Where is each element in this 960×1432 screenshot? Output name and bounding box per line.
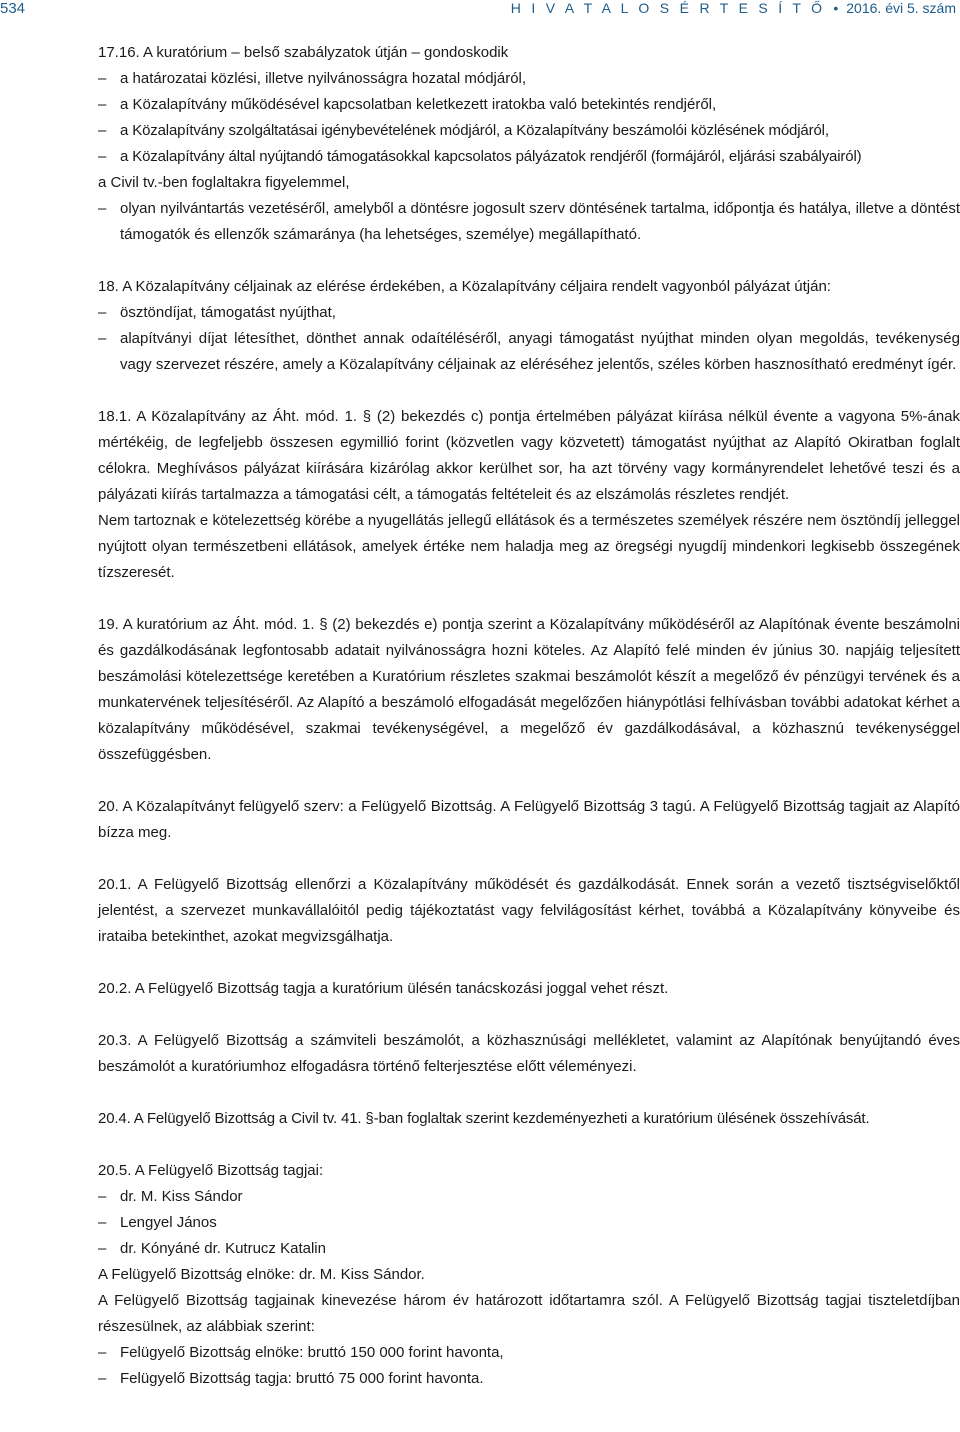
list-item: – a Közalapítvány működésével kapcsolatban keletkezett iratokba való betekintés rendjéről,	[98, 92, 960, 118]
page-header	[0, 0, 960, 26]
document-body	[98, 40, 960, 1392]
section-17-16	[98, 40, 960, 248]
section-paragraph: 20.4. A Felügyelő Bizottság a Civil tv. 41. §-ban foglaltak szerint kezdeményezheti a kuratórium ülésének összehívását.	[98, 1110, 870, 1127]
list-item: – a Közalapítvány szolgáltatásai igénybevételének módjáról, a Közalapítvány beszámolói közlésének módjáról,	[98, 118, 960, 144]
gazette-title: H I V A T A L O S É R T E S Í T Ő	[510, 0, 826, 16]
fee-item: – Felügyelő Bizottság elnöke: bruttó 150 000 forint havonta,	[98, 1340, 960, 1366]
section-intro: 17.16. A kuratórium – belső szabályzatok útján – gondoskodik	[98, 44, 509, 61]
section-20-3	[98, 1028, 960, 1080]
member-item: – Lengyel János	[98, 1210, 960, 1236]
list-item: – a határozatai közlési, illetve nyilvánosságra hozatal módjáról,	[98, 66, 960, 92]
chair-line: A Felügyelő Bizottság elnöke: dr. M. Kiss Sándor.	[98, 1266, 425, 1283]
separator-dot-icon: •	[833, 0, 839, 16]
section-intro: 18. A Közalapítvány céljainak az elérése érdekében, a Közalapítvány céljaira rendelt vagyonból pályázat útján:	[98, 278, 831, 295]
section-18-1	[98, 404, 960, 586]
section-20-1	[98, 872, 960, 950]
section-text: a Civil tv.-ben foglaltakra figyelemmel,	[98, 174, 350, 191]
section-paragraph: 20.1. A Felügyelő Bizottság ellenőrzi a Közalapítvány működését és gazdálkodását. Ennek során a vezető tisztségviselőktől jelentést, a szervezet munkavállalóitól pedig tájékoztatást vagy felvilágosítást kérhet, továbbá a Közalapítvány könyveibe és irataiba betekinthet, azokat megvizsgálhatja.	[98, 876, 960, 945]
section-paragraph: 20. A Közalapítványt felügyelő szerv: a Felügyelő Bizottság. A Felügyelő Bizottság 3 tagú. A Felügyelő Bizottság tagjait az Alapító bízza meg.	[98, 798, 960, 841]
member-item: – dr. Kónyáné dr. Kutrucz Katalin	[98, 1236, 960, 1262]
section-19	[98, 612, 960, 768]
gazette-date: 2016. évi 5. szám	[846, 0, 956, 16]
list-item: – a Közalapítvány által nyújtandó támogatásokkal kapcsolatos pályázatok rendjéről (formájáról, eljárási szabályairól)	[98, 144, 960, 170]
page-number: 534	[0, 0, 26, 17]
term-paragraph: A Felügyelő Bizottság tagjainak kinevezése három év határozott időtartamra szól. A Felügyelő Bizottság tagjai tiszteletdíjban részesülnek, az alábbiak szerint:	[98, 1292, 960, 1335]
section-paragraph: 20.2. A Felügyelő Bizottság tagja a kuratórium ülésén tanácskozási joggal vehet részt.	[98, 980, 669, 997]
section-20-2	[98, 976, 960, 1002]
section-paragraph: Nem tartoznak e kötelezettség körébe a nyugellátás jellegű ellátások és a természetes személyek részére nem ösztöndíj jelleggel nyújtott olyan természetbeni ellátások, amelyek értéke nem haladja meg az öregségi nyugdíj mindenkori legkisebb összegének tízszeresét.	[98, 512, 960, 581]
list-item: – olyan nyilvántartás vezetéséről, amelyből a döntésre jogosult szerv döntésének tartalma, időpontja és hatálya, illetve a döntést támogatók és ellenzők számaránya (ha lehetséges, személye) megállapítható.	[98, 196, 960, 248]
list-item: – ösztöndíjat, támogatást nyújthat,	[98, 300, 960, 326]
list-item: – alapítványi díjat létesíthet, dönthet annak odaítéléséről, anyagi támogatást nyújthat minden olyan megoldás, tevékenység vagy szervezet részére, amely a Közalapítvány céljainak az eléréséhez jelentős, széles körben hasznosítható eredményt ígér.	[98, 326, 960, 378]
section-18	[98, 274, 960, 378]
member-item: – dr. M. Kiss Sándor	[98, 1184, 960, 1210]
section-intro: 20.5. A Felügyelő Bizottság tagjai:	[98, 1162, 324, 1179]
section-20-4	[98, 1106, 960, 1132]
section-paragraph: 19. A kuratórium az Áht. mód. 1. § (2) bekezdés e) pontja szerint a Közalapítvány működéséről az Alapítónak évente beszámolni és gazdálkodásának legfontosabb adatait nyilvánosságra hozni köteles. Az Alapító felé minden év június 30. napjáig teljesített beszámolási kötelezettsége keretében a Kuratórium részletes szakmai beszámolót készít a megelőző év pénzügyi tervének és a munkatervének teljesítéséről. Az Alapító a beszámoló elfogadását megelőzően hiánypótlási felhívásban további adatokat kérhet a közalapítvány működésével, szakmai tevékenységével, a megelőző év gazdálkodásával, a közhasznú tevékenységgel összefüggésben.	[98, 616, 960, 763]
section-paragraph: 18.1. A Közalapítvány az Áht. mód. 1. § (2) bekezdés c) pontja értelmében pályázat kiírása nélkül évente a vagyona 5%-ának mértékéig, de legfeljebb összesen egymillió forint (közvetlen vagy közvetett) támogatást nyújthat az Alapító Okiratban foglalt célokra. Meghívásos pályázat kiírására kizárólag akkor kerülhet sor, ha azt törvény vagy kormányrendelet lehetővé teszi és a pályázati kiírás tartalmazza a támogatási célt, a támogatás feltételeit és az elszámolás részletes rendjét.	[98, 408, 960, 503]
section-20	[98, 794, 960, 846]
running-title	[511, 0, 956, 16]
section-20-5	[98, 1158, 960, 1392]
section-paragraph: 20.3. A Felügyelő Bizottság a számviteli beszámolót, a közhasznúsági mellékletet, valamint az Alapítónak benyújtandó éves beszámolót a kuratóriumhoz elfogadásra történő felterjesztése előtt véleményezi.	[98, 1032, 960, 1075]
fee-item: – Felügyelő Bizottság tagja: bruttó 75 000 forint havonta.	[98, 1366, 960, 1392]
